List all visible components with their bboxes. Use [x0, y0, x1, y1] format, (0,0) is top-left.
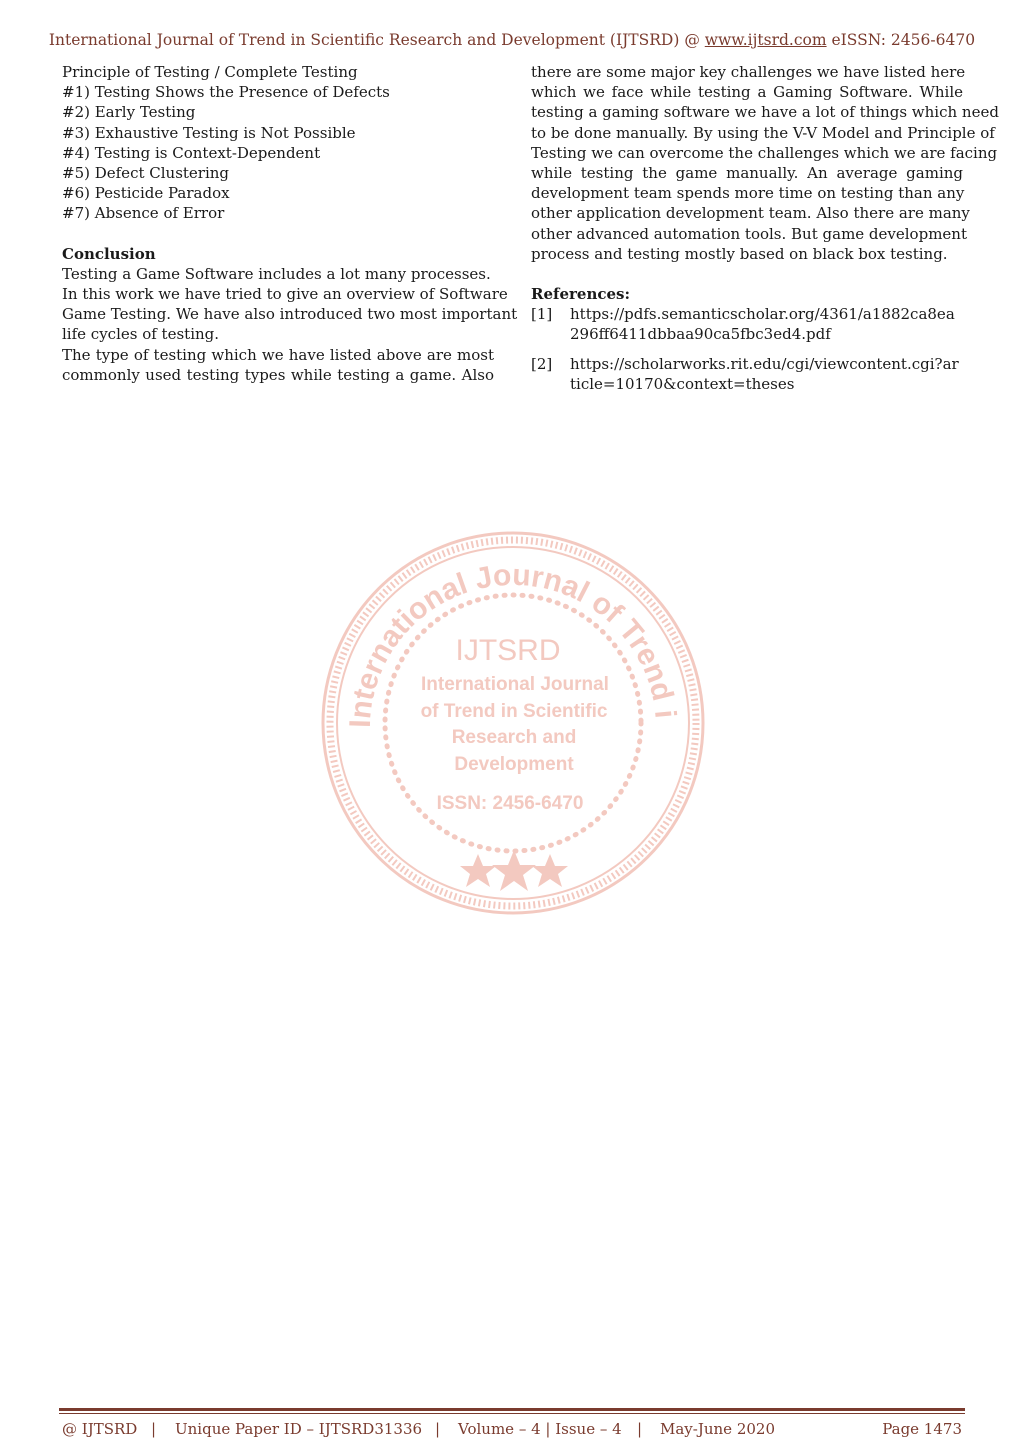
footer-separator: |	[435, 1420, 441, 1438]
seal-center-line: International Journal	[421, 674, 609, 695]
conclusion-line: life cycles of testing.	[62, 325, 220, 344]
reference-url[interactable]: https://scholarworks.rit.edu/cgi/viewcontent.cgi?article=10170&context=theses	[570, 354, 959, 393]
footer-paper-id: Unique Paper ID – IJTSRD31336	[175, 1420, 423, 1438]
journal-seal-watermark	[318, 528, 708, 918]
right-column	[531, 62, 999, 394]
seal-ring-text: International Journal of Trend i	[343, 558, 682, 729]
references-heading: References:	[531, 285, 631, 304]
reference-item	[531, 354, 963, 394]
footer-journal: @ IJTSRD	[62, 1420, 138, 1438]
conclusion-line: In this work we have tried to give an overview of Software	[62, 285, 508, 304]
running-header	[0, 31, 1024, 49]
header-suffix: eISSN: 2456-6470	[826, 31, 976, 49]
seal-center-line: Development	[454, 754, 574, 775]
paragraph-line: other application development team. Also there are many	[531, 204, 970, 223]
principle-item: #2) Early Testing	[62, 103, 196, 122]
seal-acronym: IJTSRD	[455, 634, 561, 667]
paragraph-line: process and testing mostly based on black box testing.	[531, 244, 948, 263]
seal-issn: ISSN: 2456-6470	[436, 793, 584, 814]
seal-center-line: of Trend in Scientific	[420, 701, 608, 722]
conclusion-line: The type of testing which we have listed above are most	[62, 345, 494, 364]
principle-item: #4) Testing is Context-Dependent	[62, 143, 321, 162]
footer-date: May-June 2020	[660, 1420, 775, 1438]
paragraph-line: testing a gaming software we have a lot of things which need	[531, 103, 999, 122]
principle-item: #7) Absence of Error	[62, 204, 225, 223]
reference-item	[531, 304, 963, 344]
footer-rule	[59, 1408, 965, 1411]
conclusion-heading: Conclusion	[62, 244, 156, 263]
paragraph-line: there are some major key challenges we have listed here	[531, 63, 966, 81]
principle-item: #6) Pesticide Paradox	[62, 184, 230, 203]
principle-item: #3) Exhaustive Testing is Not Possible	[62, 123, 356, 142]
footer-page-number: Page 1473	[882, 1420, 962, 1438]
reference-number: [1]	[531, 305, 553, 324]
footer-separator: |	[637, 1420, 643, 1438]
footer-volume-issue: Volume – 4 | Issue – 4	[458, 1420, 622, 1438]
header-prefix: International Journal of Trend in Scientific Research and Development (IJTSRD) @	[48, 31, 705, 49]
seal-center-line: Research and	[451, 727, 577, 748]
paragraph-line: other advanced automation tools. But game development	[531, 224, 967, 243]
running-footer	[62, 1420, 962, 1440]
conclusion-line: commonly used testing types while testing a game. Also	[62, 365, 494, 384]
seal-graphic	[318, 528, 708, 918]
journal-website-link[interactable]: www.ijtsrd.com	[704, 31, 827, 49]
left-column	[62, 62, 518, 385]
footer-rule	[59, 1413, 965, 1414]
footer-separator: |	[151, 1420, 157, 1438]
reference-url[interactable]: https://pdfs.semanticscholar.org/4361/a1882ca8ea296ff6411dbbaa90ca5fbc3ed4.pdf	[570, 305, 955, 344]
paragraph-line: to be done manually. By using the V-V Model and Principle of	[531, 123, 995, 142]
principle-item: #1) Testing Shows the Presence of Defects	[62, 83, 390, 102]
paragraph-line: while testing the game manually. An average gaming	[531, 164, 963, 183]
conclusion-line: Game Testing. We have also introduced two most important	[62, 305, 518, 324]
paragraph-line: which we face while testing a Gaming Software. While	[531, 83, 963, 102]
paragraph-line: development team spends more time on testing than any	[531, 184, 965, 203]
principles-list-title: Principle of Testing / Complete Testing	[62, 63, 358, 81]
reference-number: [2]	[531, 354, 553, 373]
paragraph-line: Testing we can overcome the challenges which we are facing	[531, 143, 998, 162]
seal-stars-icon	[460, 850, 568, 891]
principle-item: #5) Defect Clustering	[62, 164, 230, 183]
conclusion-line: Testing a Game Software includes a lot many processes.	[62, 264, 491, 283]
